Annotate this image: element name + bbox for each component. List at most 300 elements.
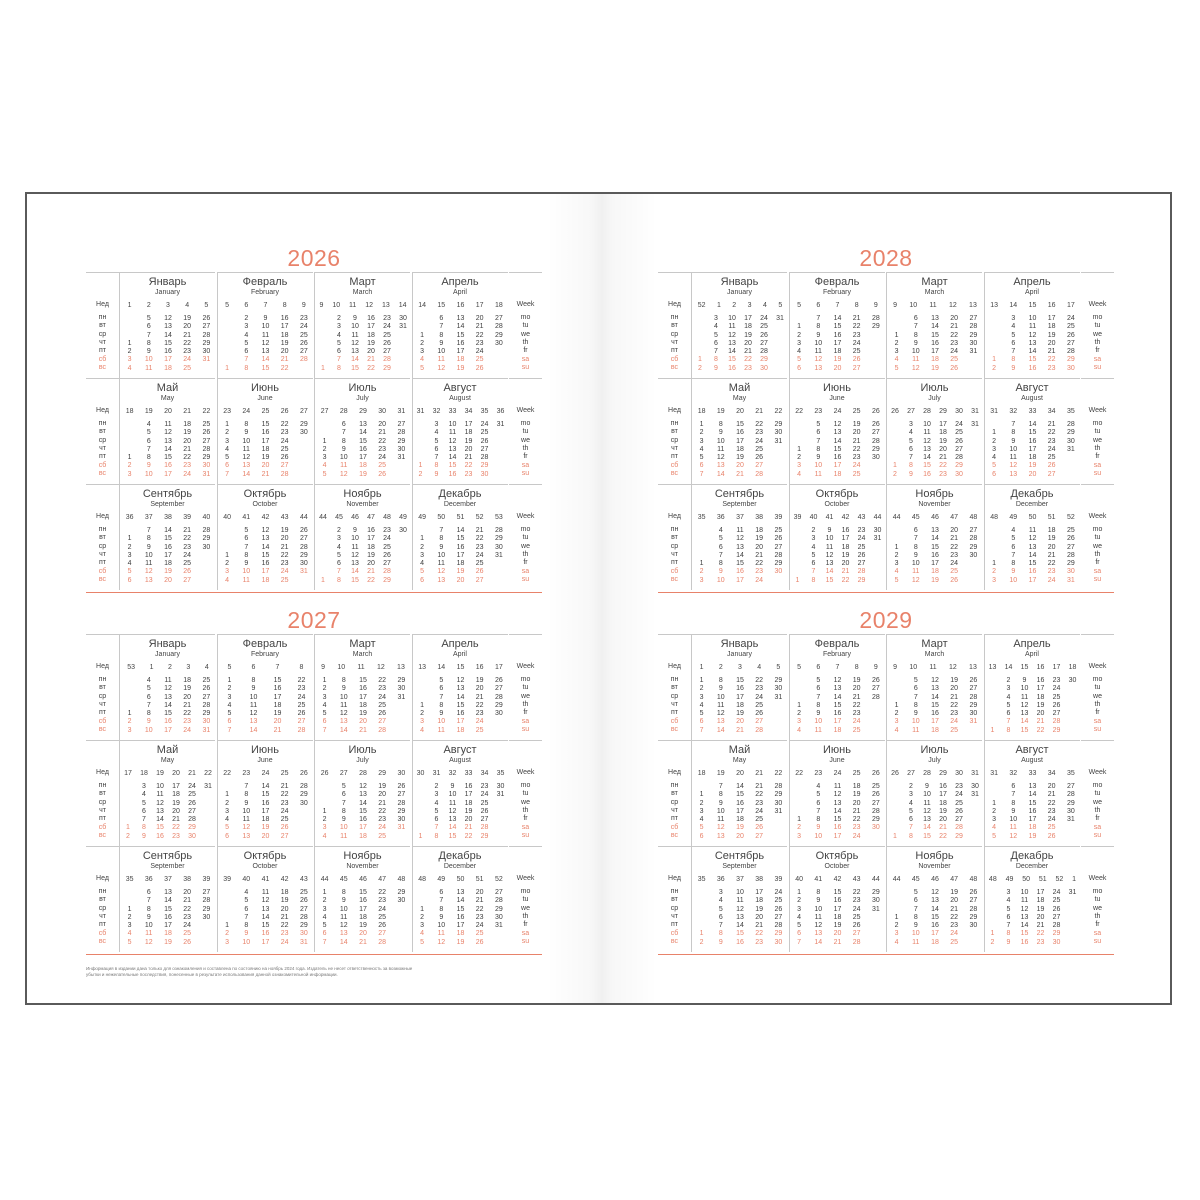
day-cell — [297, 438, 310, 446]
day-row — [218, 833, 314, 841]
day-cell: 1 — [225, 791, 230, 799]
day-grid — [120, 783, 216, 841]
day-cell: 14 — [249, 726, 258, 734]
day-cell: 1 — [894, 331, 899, 339]
day-cell: 14 — [261, 356, 270, 364]
month-name-ru: Июль — [348, 744, 377, 756]
day-row — [413, 930, 509, 938]
day-cell: 5 — [420, 568, 425, 576]
day-cell: 4 — [337, 331, 341, 339]
weekday-label: вт — [671, 684, 678, 692]
week-number: 46 — [351, 514, 359, 521]
day-cell: 8 — [718, 421, 723, 428]
month-may — [119, 740, 215, 846]
day-cell: 26 — [202, 685, 211, 693]
day-cell: 1 — [893, 832, 897, 840]
day-cell: 17 — [164, 470, 172, 478]
day-row — [413, 833, 509, 841]
day-cell — [986, 710, 999, 718]
day-cell: 2 — [127, 462, 132, 470]
weekday-label: mo — [1092, 420, 1103, 427]
day-cell: 4 — [1011, 323, 1016, 331]
weekday-label: mo — [520, 420, 531, 427]
day-cell — [1066, 906, 1079, 914]
day-cell: 15 — [164, 905, 172, 913]
day-cell: 30 — [969, 922, 978, 930]
day-row — [985, 710, 1081, 718]
day-row — [218, 421, 314, 429]
day-row — [887, 930, 983, 938]
month-name-ru: Август — [1015, 382, 1049, 394]
day-cell — [890, 694, 903, 702]
day-cell: 28 — [760, 348, 768, 356]
day-cell: 7 — [718, 783, 723, 790]
day-cell — [221, 535, 234, 543]
day-cell: 25 — [299, 331, 308, 339]
day-cell: 15 — [923, 832, 931, 840]
day-row — [315, 340, 411, 348]
day-cell: 5 — [244, 339, 249, 347]
day-cell: 4 — [699, 701, 704, 709]
day-cell: 25 — [383, 543, 391, 551]
day-cell: 17 — [736, 437, 744, 445]
day-row — [120, 454, 216, 462]
week-number: 35 — [496, 770, 505, 777]
weekday-label: чт — [99, 700, 106, 708]
day-cell: 8 — [1011, 356, 1016, 364]
year-title: 2028 — [859, 245, 913, 271]
day-cell: 9 — [718, 685, 723, 693]
week-number: 7 — [275, 664, 280, 671]
day-cell: 25 — [183, 930, 192, 938]
day-cell: 8 — [337, 576, 341, 584]
divider — [509, 634, 542, 635]
day-cell: 10 — [156, 783, 164, 790]
day-cell: 2 — [894, 922, 899, 930]
weekday-label: fr — [1095, 921, 1100, 929]
day-cell — [297, 808, 310, 816]
day-cell: 10 — [1028, 315, 1037, 322]
day-cell: 30 — [494, 543, 503, 551]
day-cell: 26 — [183, 568, 192, 576]
day-cell — [869, 702, 882, 710]
day-row — [120, 356, 216, 364]
divider — [658, 740, 691, 741]
day-cell: 17 — [172, 783, 180, 790]
day-cell: 28 — [280, 470, 289, 478]
day-row — [218, 323, 314, 331]
day-cell: 9 — [816, 454, 821, 462]
week-number: 14 — [437, 664, 446, 671]
day-cell: 29 — [299, 551, 308, 559]
month-name-ru: Январь — [720, 276, 759, 288]
day-row — [692, 783, 788, 791]
day-cell: 11 — [1028, 527, 1037, 534]
day-cell — [869, 939, 882, 947]
day-cell: 9 — [714, 364, 718, 372]
weekday-label: mo — [520, 782, 531, 789]
day-cell: 9 — [913, 710, 918, 718]
weekday-label: сб — [98, 717, 107, 725]
day-cell: 4 — [225, 576, 230, 584]
day-cell: 10 — [437, 718, 446, 726]
day-cell: 8 — [909, 462, 913, 470]
day-cell: 11 — [833, 783, 842, 790]
day-row — [413, 816, 509, 824]
day-cell: 15 — [833, 445, 842, 453]
day-cell: 18 — [833, 470, 842, 478]
day-cell — [492, 718, 505, 726]
day-cell: 14 — [833, 437, 842, 445]
day-cell: 10 — [1009, 445, 1018, 453]
day-cell: 27 — [755, 718, 764, 726]
day-cell: 10 — [814, 339, 823, 347]
day-cell: 1 — [797, 323, 802, 331]
day-cell: 12 — [164, 685, 172, 693]
day-cell: 16 — [359, 816, 367, 824]
day-cell: 27 — [378, 930, 387, 938]
day-cell: 30 — [871, 454, 880, 462]
day-grid — [120, 527, 216, 585]
day-cell: 3 — [714, 315, 718, 322]
day-cell: 27 — [397, 791, 406, 799]
week-number: 20 — [172, 770, 180, 777]
week-number: 8 — [854, 302, 859, 309]
week-number: 51 — [475, 876, 484, 883]
day-cell: 8 — [1011, 799, 1016, 807]
day-row — [790, 356, 886, 364]
day-cell: 6 — [439, 889, 444, 896]
day-cell: 21 — [183, 701, 192, 709]
day-cell: 22 — [280, 551, 289, 559]
day-row — [218, 552, 314, 560]
day-cell: 28 — [871, 807, 880, 815]
divider — [86, 634, 119, 635]
day-row — [985, 914, 1081, 922]
day-row — [985, 454, 1081, 462]
day-row — [887, 429, 983, 437]
day-grid — [218, 889, 314, 947]
day-row — [887, 824, 983, 832]
day-cell — [969, 833, 982, 841]
day-cell: 28 — [494, 693, 503, 701]
week-number: 2 — [732, 302, 737, 309]
day-cell: 10 — [242, 938, 251, 946]
weekday-label: su — [1093, 725, 1102, 733]
day-cell: 14 — [833, 315, 842, 322]
day-cell: 22 — [950, 331, 959, 339]
day-cell: 2 — [322, 897, 327, 905]
month-name-ru: Ноябрь — [343, 488, 382, 500]
week-number: 44 — [892, 514, 901, 521]
day-cell — [889, 791, 902, 799]
day-cell: 19 — [456, 938, 465, 946]
day-cell: 23 — [183, 348, 192, 356]
day-cell: 8 — [251, 677, 256, 684]
month-october — [789, 484, 885, 590]
day-cell: 11 — [448, 799, 457, 807]
day-cell: 24 — [378, 454, 387, 462]
day-cell — [774, 323, 787, 331]
week-number: 30 — [378, 408, 387, 415]
week-number: 44 — [871, 876, 880, 883]
day-cell: 1 — [127, 535, 132, 543]
day-grid — [315, 527, 411, 585]
day-row — [218, 800, 314, 808]
day-cell: 16 — [736, 938, 744, 946]
day-cell: 22 — [475, 905, 484, 913]
day-cell: 23 — [1047, 568, 1056, 576]
day-cell: 20 — [359, 930, 367, 938]
day-cell: 10 — [437, 551, 446, 559]
day-cell: 5 — [434, 807, 439, 815]
day-cell: 4 — [811, 543, 816, 551]
day-cell — [889, 429, 902, 437]
week-number: 22 — [223, 770, 231, 777]
day-cell: 17 — [939, 791, 947, 799]
day-cell: 13 — [716, 718, 725, 726]
day-cell: 6 — [699, 718, 704, 726]
day-cell: 12 — [437, 364, 446, 372]
day-cell: 4 — [146, 421, 151, 428]
day-cell: 20 — [755, 913, 764, 921]
day-row — [692, 348, 788, 356]
month-name-ru: Сентябрь — [714, 488, 765, 500]
day-row — [315, 356, 411, 364]
day-cell: 29 — [871, 445, 880, 453]
day-cell: 20 — [950, 315, 959, 322]
week-number: 2 — [167, 664, 172, 671]
day-cell: 22 — [280, 922, 289, 930]
day-cell: 15 — [728, 356, 736, 364]
day-cell: 19 — [1036, 701, 1045, 709]
day-cell — [869, 922, 882, 930]
week-numbers — [315, 408, 411, 415]
week-label: Нед — [668, 663, 681, 670]
day-cell — [317, 560, 330, 568]
day-cell — [221, 323, 234, 331]
week-number: 6 — [244, 302, 249, 309]
day-cell: 8 — [718, 677, 723, 684]
day-cell: 2 — [698, 364, 702, 372]
month-name-ru: Сентябрь — [142, 850, 193, 862]
day-cell: 11 — [261, 331, 270, 339]
weekday-label: пн — [670, 782, 679, 789]
week-label: Нед — [668, 875, 681, 882]
day-row — [315, 454, 411, 462]
day-row — [887, 897, 983, 905]
day-cell: 1 — [126, 824, 130, 832]
day-cell: 14 — [448, 824, 457, 832]
month-march — [886, 272, 982, 378]
day-row — [790, 833, 886, 841]
day-cell: 8 — [341, 677, 346, 684]
day-cell: 27 — [383, 560, 391, 568]
day-cell: 4 — [127, 560, 132, 568]
day-cell: 21 — [183, 445, 192, 453]
day-cell — [414, 429, 427, 437]
day-grid — [120, 421, 216, 479]
day-cell — [123, 702, 136, 710]
day-cell: 4 — [797, 348, 802, 356]
day-cell: 25 — [950, 726, 959, 734]
day-cell — [986, 914, 999, 922]
day-cell — [869, 462, 882, 470]
day-cell: 17 — [755, 889, 764, 896]
day-cell: 29 — [299, 922, 308, 930]
day-cell: 9 — [827, 527, 832, 534]
day-cell — [492, 939, 505, 947]
weekday-labels-ru — [86, 484, 119, 590]
day-cell — [969, 800, 982, 808]
weekday-label: ср — [670, 904, 679, 912]
day-cell: 12 — [814, 356, 823, 364]
day-cell: 10 — [814, 462, 823, 470]
month-name-en: January — [155, 289, 180, 296]
day-cell: 7 — [1011, 791, 1016, 799]
week-numbers — [315, 876, 411, 883]
day-grid — [218, 315, 314, 373]
day-cell: 21 — [273, 726, 282, 734]
day-cell: 16 — [464, 783, 473, 790]
month-name-en: April — [452, 289, 467, 296]
day-cell: 30 — [494, 913, 503, 921]
month-august — [412, 378, 508, 484]
weekday-label: sa — [521, 929, 530, 937]
day-cell: 25 — [378, 462, 387, 470]
day-cell — [317, 544, 330, 552]
day-cell: 17 — [456, 348, 465, 356]
day-cell: 3 — [322, 693, 327, 701]
day-cell: 17 — [1028, 445, 1037, 453]
day-cell: 29 — [774, 791, 783, 799]
day-cell: 15 — [833, 701, 842, 709]
day-cell — [494, 429, 507, 437]
day-cell: 19 — [852, 421, 861, 428]
day-cell: 2 — [227, 685, 232, 693]
month-name-en: August — [1021, 395, 1043, 402]
day-cell — [122, 791, 135, 799]
month-december — [984, 484, 1080, 590]
day-cell: 26 — [950, 364, 959, 372]
day-cell: 3 — [894, 718, 899, 726]
day-cell: 30 — [969, 710, 978, 718]
day-cell: 10 — [339, 824, 348, 832]
day-cell: 20 — [183, 889, 192, 896]
day-cell: 27 — [297, 718, 306, 726]
week-numbers — [887, 408, 983, 415]
day-cell: 28 — [494, 527, 503, 534]
day-cell: 22 — [755, 677, 764, 684]
day-cell: 6 — [913, 685, 918, 693]
day-row — [413, 677, 509, 685]
day-cell: 12 — [144, 938, 153, 946]
weekday-label: ср — [98, 436, 107, 444]
day-cell: 15 — [261, 922, 270, 930]
week-number: 34 — [1047, 408, 1056, 415]
week-number: 21 — [755, 770, 764, 777]
day-cell: 3 — [127, 726, 132, 734]
day-cell: 12 — [359, 783, 367, 790]
day-cell — [1064, 833, 1077, 841]
day-row — [120, 340, 216, 348]
day-cell: 5 — [816, 791, 821, 799]
day-cell: 21 — [475, 323, 484, 331]
year-bottom-divider — [658, 954, 1114, 955]
day-cell — [297, 833, 310, 841]
day-cell: 19 — [367, 339, 375, 347]
day-cell: 18 — [261, 576, 270, 584]
day-row — [985, 897, 1081, 905]
weekday-label: mo — [1092, 314, 1103, 321]
day-cell — [492, 727, 505, 735]
day-cell: 26 — [871, 421, 880, 428]
day-cell — [221, 348, 234, 356]
day-row — [887, 718, 983, 726]
weekday-label: чт — [671, 444, 678, 452]
day-cell: 9 — [718, 568, 723, 576]
week-number: 25 — [852, 408, 861, 415]
day-cell: 20 — [183, 437, 192, 445]
day-cell: 25 — [378, 913, 387, 921]
day-cell: 5 — [992, 832, 997, 840]
day-cell: 7 — [227, 726, 232, 734]
day-cell: 14 — [339, 726, 348, 734]
week-number: 26 — [871, 770, 880, 777]
month-name-en: March — [924, 289, 945, 296]
day-cell: 5 — [142, 799, 146, 807]
day-cell: 1 — [225, 421, 230, 428]
day-cell: 8 — [244, 922, 249, 930]
day-cell: 30 — [202, 718, 211, 726]
day-cell: 6 — [225, 462, 230, 470]
week-number: 16 — [1036, 664, 1045, 671]
day-cell: 19 — [261, 454, 270, 462]
week-number: 21 — [755, 408, 764, 415]
day-cell: 13 — [261, 535, 270, 543]
day-cell: 12 — [339, 710, 348, 718]
day-cell: 14 — [736, 551, 744, 559]
day-row — [413, 535, 509, 543]
day-cell: 10 — [716, 576, 725, 584]
day-cell: 10 — [339, 454, 348, 462]
day-row — [120, 332, 216, 340]
day-cell: 19 — [164, 568, 172, 576]
day-cell: 30 — [774, 938, 783, 946]
day-cell: 6 — [322, 718, 327, 726]
day-cell: 30 — [760, 364, 768, 372]
day-cell — [772, 471, 785, 479]
day-row — [985, 535, 1081, 543]
day-cell: 16 — [1028, 364, 1037, 372]
month-name-ru: Август — [443, 382, 477, 394]
day-cell: 28 — [774, 551, 783, 559]
day-cell: 7 — [439, 527, 444, 534]
day-row — [120, 535, 216, 543]
month-april — [412, 272, 508, 378]
day-cell — [494, 808, 507, 816]
day-row — [218, 315, 314, 323]
day-row — [315, 560, 411, 568]
day-cell: 15 — [456, 535, 465, 543]
day-cell: 30 — [774, 568, 783, 576]
week-number: 18 — [697, 770, 706, 777]
day-row — [985, 702, 1081, 710]
day-cell: 14 — [736, 922, 744, 930]
day-cell — [416, 315, 429, 323]
month-name-en: May — [160, 395, 175, 402]
day-row — [985, 315, 1081, 323]
